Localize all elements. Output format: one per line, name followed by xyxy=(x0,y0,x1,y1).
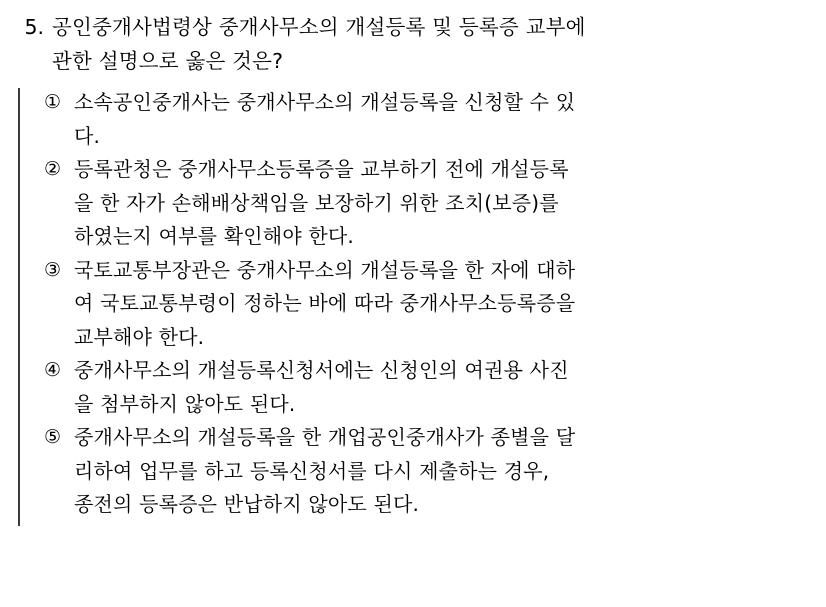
choice-2-line-1: 등록관청은 중개사무소등록증을 교부하기 전에 개설등록 xyxy=(74,157,569,181)
choice-option-4[interactable] xyxy=(44,354,796,421)
choice-1-line-1: 소속공인중개사는 중개사무소의 개설등록을 신청할 수 있 xyxy=(74,90,576,114)
question-number: 5. xyxy=(24,15,44,39)
choice-marker-2: ② xyxy=(44,158,62,180)
choices-list xyxy=(18,86,796,522)
choice-text-1 xyxy=(74,86,796,153)
choice-text-5 xyxy=(74,421,796,522)
choice-2-line-2: 을 한 자가 손해배상책임을 보장하기 위한 조치(보증)를 xyxy=(74,190,559,215)
choice-2-line-3: 하였는지 여부를 확인해야 한다. xyxy=(74,224,354,248)
choice-5-line-1: 중개사무소의 개설등록을 한 개업공인중개사가 종별을 달 xyxy=(74,425,576,449)
question-line-1: 공인중개사법령상 중개사무소의 개설등록 및 등록증 교부에 xyxy=(52,15,586,39)
choice-3-line-1: 국토교통부장관은 중개사무소의 개설등록을 한 자에 대하 xyxy=(74,257,576,282)
choice-4-line-1: 중개사무소의 개설등록신청서에는 신청인의 여권용 사진 xyxy=(74,358,569,382)
choice-marker-1: ① xyxy=(44,91,62,113)
choice-text-3 xyxy=(74,254,796,355)
choice-option-5[interactable] xyxy=(44,421,796,522)
choice-5-line-2: 리하여 업무를 하고 등록신청서를 다시 제출하는 경우, xyxy=(74,458,550,483)
question-block xyxy=(18,10,796,78)
choice-marker-5: ⑤ xyxy=(44,426,62,448)
choice-option-3[interactable] xyxy=(44,254,796,355)
choice-1-line-2: 다. xyxy=(74,123,101,148)
choice-option-1[interactable] xyxy=(44,86,796,153)
choice-3-line-2: 여 국토교통부령이 정하는 바에 따라 중개사무소등록증을 xyxy=(74,291,576,315)
question-line-2: 관한 설명으로 옳은 것은? xyxy=(52,49,284,73)
choice-marker-3: ③ xyxy=(44,258,62,281)
choice-3-line-3: 교부해야 한다. xyxy=(74,324,205,349)
choice-4-line-2: 을 첨부하지 않아도 된다. xyxy=(74,391,296,416)
choice-option-2[interactable] xyxy=(44,153,796,254)
choice-5-line-3: 종전의 등록증은 반납하지 않아도 된다. xyxy=(74,492,420,516)
choice-text-2 xyxy=(74,153,796,254)
choice-marker-4: ④ xyxy=(44,359,62,381)
choice-text-4 xyxy=(74,354,796,421)
question-text xyxy=(52,10,796,78)
